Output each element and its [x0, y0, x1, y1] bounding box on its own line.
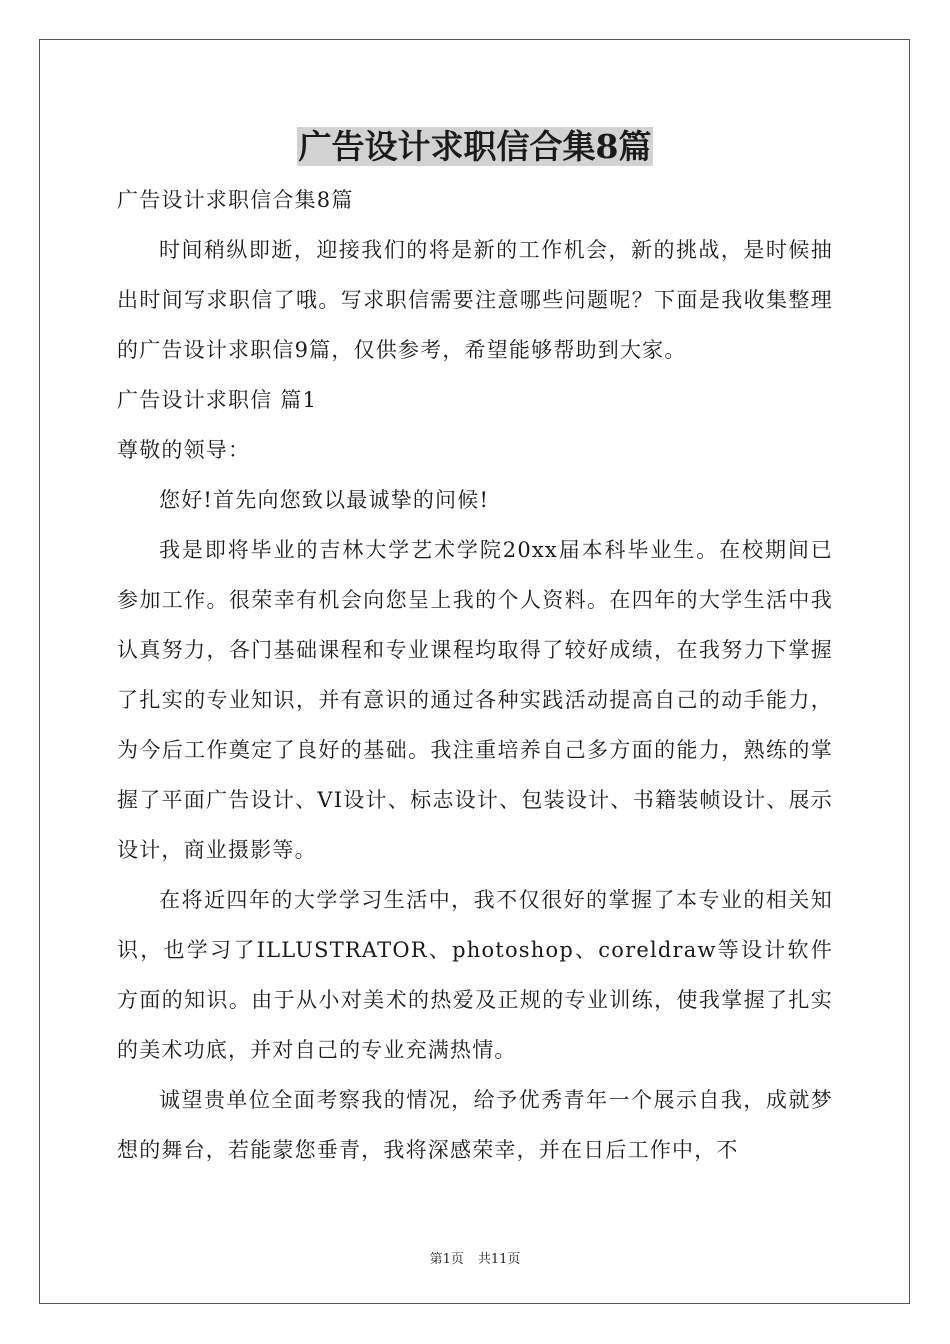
paragraph-body-2: 在将近四年的大学学习生活中，我不仅很好的掌握了本专业的相关知识，也学习了ILLUSTRATOR、photoshop、coreldraw等设计软件方面的知识。由于从小对美术的热爱及正规的专业训练，使我掌握了扎实的美术功底，并对自己的专业充满热情。 — [117, 888, 833, 1062]
document-body — [117, 175, 833, 1175]
document-title-text: 广告设计求职信合集8篇 — [298, 127, 652, 166]
paragraph-body-3: 诚望贵单位全面考察我的情况，给予优秀青年一个展示自我，成就梦想的舞台，若能蒙您垂青，我将深感荣幸，并在日后工作中，不 — [117, 1088, 833, 1162]
page-number: 第1页 — [429, 1252, 464, 1267]
document-title — [0, 124, 950, 170]
paragraph-salutation: 尊敬的领导： — [117, 438, 251, 462]
paragraph-section-heading: 广告设计求职信 篇1 — [117, 388, 318, 412]
page-total: 共11页 — [477, 1252, 521, 1267]
page-footer — [0, 1248, 950, 1267]
paragraph-intro: 时间稍纵即逝，迎接我们的将是新的工作机会，新的挑战，是时候抽出时间写求职信了哦。写求职信需要注意哪些问题呢？下面是我收集整理的广告设计求职信9篇，仅供参考，希望能够帮助到大家。 — [117, 238, 833, 362]
paragraph-body-1: 我是即将毕业的吉林大学艺术学院20xx届本科毕业生。在校期间已参加工作。很荣幸有机会向您呈上我的个人资料。在四年的大学生活中我认真努力，各门基础课程和专业课程均取得了较好成绩，在我努力下掌握了扎实的专业知识，并有意识的通过各种实践活动提高自己的动手能力，为今后工作奠定了良好的基础。我注重培养自己多方面的能力，熟练的掌握了平面广告设计、VI设计、标志设计、包装设计、书籍装帧设计、展示设计，商业摄影等。 — [117, 538, 833, 862]
paragraph-greeting: 您好!首先向您致以最诚挚的问候! — [159, 488, 490, 512]
paragraph-subtitle: 广告设计求职信合集8篇 — [117, 188, 354, 212]
